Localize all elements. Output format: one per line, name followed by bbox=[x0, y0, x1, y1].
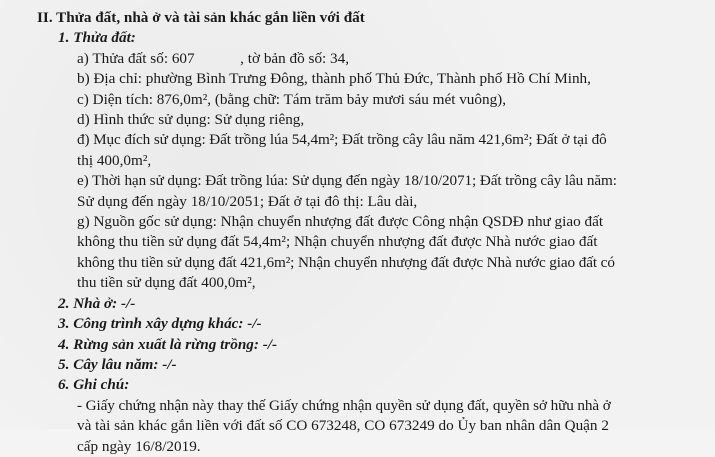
land-parcel-number: a) Thửa đất số: 607 , tờ bản đồ số: 34, bbox=[77, 49, 350, 67]
land-heading: 1. Thửa đất: bbox=[58, 29, 136, 47]
construction-heading: 3. Công trình xây dựng khác: -/- bbox=[58, 315, 262, 333]
house-heading: 2. Nhà ở: -/- bbox=[58, 294, 136, 312]
section-title: II. Thửa đất, nhà ở và tài sản khác gắn liền với đất bbox=[37, 9, 365, 26]
notes-line-1: - Giấy chứng nhận này thay thế Giấy chứng nhận quyền sử dụng đất, quyền sở hữu nhà ở bbox=[77, 396, 611, 414]
land-purpose-line-2: thị 400,0m², bbox=[77, 151, 152, 169]
land-origin-line-1: g) Nguồn gốc sử dụng: Nhận chuyển nhượng đất được Công nhận QSDĐ như giao đất bbox=[77, 213, 604, 231]
land-origin-line-2: không thu tiền sử dụng đất 54,4m²; Nhận chuyển nhượng đất được Nhà nước giao đất bbox=[77, 233, 598, 251]
land-term-line-2: Sử dụng đến ngày 18/10/2051; Đất ở tại đô thị: Lâu dài, bbox=[77, 192, 418, 210]
land-origin-line-3: không thu tiền sử dụng đất 421,6m²; Nhận chuyển nhượng đất được Nhà nước giao đất có bbox=[77, 253, 615, 271]
notes-heading: 6. Ghi chú: bbox=[58, 376, 130, 394]
land-address: b) Địa chỉ: phường Bình Trưng Đông, thành phố Thủ Đức, Thành phố Hồ Chí Minh, bbox=[77, 70, 591, 88]
land-area: c) Diện tích: 876,0m², (bằng chữ: Tám trăm bảy mươi sáu mét vuông), bbox=[77, 90, 507, 108]
land-term-line-1: e) Thời hạn sử dụng: Đất trồng lúa: Sử dụng đến ngày 18/10/2071; Đất trồng cây lâu năm: bbox=[77, 172, 617, 190]
forest-heading: 4. Rừng sản xuất là rừng trồng: -/- bbox=[58, 335, 278, 353]
land-purpose-line-1: đ) Mục đích sử dụng: Đất trồng lúa 54,4m²; Đất trồng cây lâu năm 421,6m²; Đất ở tại đô bbox=[77, 131, 607, 149]
land-usage-form: d) Hình thức sử dụng: Sử dụng riêng, bbox=[77, 111, 305, 129]
notes-line-3: cấp ngày 16/8/2019. bbox=[77, 437, 201, 455]
land-origin-line-4: thu tiền sử dụng đất 400,0m², bbox=[77, 274, 256, 292]
perennial-heading: 5. Cây lâu năm: -/- bbox=[58, 355, 177, 373]
notes-line-2: và tài sản khác gắn liền với đất số CO 673248, CO 673249 do Ủy ban nhân dân Quận 2 bbox=[77, 417, 609, 435]
